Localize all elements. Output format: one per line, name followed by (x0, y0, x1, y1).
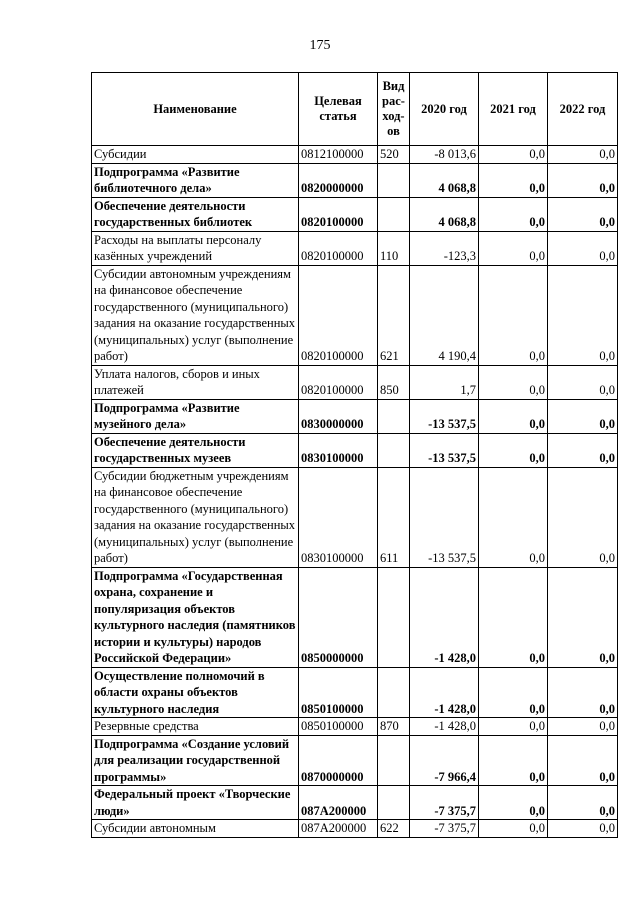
table-row (92, 820, 618, 838)
row-expense-type (378, 567, 410, 667)
row-value-2021: 0,0 (479, 433, 548, 467)
row-value-2020: 4 068,8 (410, 197, 479, 231)
row-value-2021: 0,0 (479, 467, 548, 567)
row-value-2020: -1 428,0 (410, 567, 479, 667)
row-value-2020: 1,7 (410, 365, 479, 399)
row-target-code: 087A200000 (299, 820, 378, 838)
row-value-2020: -7 375,7 (410, 786, 479, 820)
row-value-2022: 0,0 (548, 667, 618, 718)
row-value-2022: 0,0 (548, 786, 618, 820)
row-expense-type (378, 786, 410, 820)
row-value-2022: 0,0 (548, 467, 618, 567)
row-value-2022: 0,0 (548, 399, 618, 433)
row-name: Подпрограмма «Развитие библиотечного дела» (92, 163, 299, 197)
row-value-2021: 0,0 (479, 365, 548, 399)
table-row (92, 265, 618, 365)
row-value-2022: 0,0 (548, 433, 618, 467)
row-name: Субсидии автономным (92, 820, 299, 838)
budget-table (91, 72, 618, 838)
table-row (92, 667, 618, 718)
table-row (92, 735, 618, 786)
table-row (92, 197, 618, 231)
row-target-code: 0830100000 (299, 467, 378, 567)
row-name: Подпрограмма «Создание условий для реализации государственной программы» (92, 735, 299, 786)
row-target-code: 0820100000 (299, 365, 378, 399)
row-expense-type: 621 (378, 265, 410, 365)
table-row (92, 399, 618, 433)
row-expense-type (378, 399, 410, 433)
row-target-code: 0830100000 (299, 433, 378, 467)
row-value-2022: 0,0 (548, 146, 618, 164)
row-value-2022: 0,0 (548, 718, 618, 736)
row-value-2020: 4 190,4 (410, 265, 479, 365)
row-expense-type (378, 197, 410, 231)
column-header-2022: 2022 год (548, 73, 618, 146)
row-value-2020: 4 068,8 (410, 163, 479, 197)
row-value-2020: -7 966,4 (410, 735, 479, 786)
row-target-code: 0812100000 (299, 146, 378, 164)
row-target-code: 087A200000 (299, 786, 378, 820)
row-value-2020: -1 428,0 (410, 718, 479, 736)
row-target-code: 0850000000 (299, 567, 378, 667)
row-name: Субсидии (92, 146, 299, 164)
row-expense-type (378, 433, 410, 467)
row-value-2021: 0,0 (479, 265, 548, 365)
row-value-2022: 0,0 (548, 735, 618, 786)
row-value-2022: 0,0 (548, 197, 618, 231)
row-value-2022: 0,0 (548, 567, 618, 667)
row-value-2021: 0,0 (479, 146, 548, 164)
row-expense-type: 870 (378, 718, 410, 736)
row-expense-type: 520 (378, 146, 410, 164)
row-name: Обеспечение деятельности государственных библиотек (92, 197, 299, 231)
row-expense-type: 110 (378, 231, 410, 265)
row-expense-type: 622 (378, 820, 410, 838)
row-target-code: 0820100000 (299, 197, 378, 231)
row-target-code: 0850100000 (299, 667, 378, 718)
row-name: Уплата налогов, сборов и иных платежей (92, 365, 299, 399)
row-expense-type: 611 (378, 467, 410, 567)
row-value-2022: 0,0 (548, 265, 618, 365)
row-target-code: 0820100000 (299, 265, 378, 365)
row-value-2021: 0,0 (479, 231, 548, 265)
row-value-2021: 0,0 (479, 718, 548, 736)
row-target-code: 0870000000 (299, 735, 378, 786)
row-name: Субсидии бюджетным учреждениям на финансовое обеспечение государственного (муниципального) задания на оказание государственных (муниципальных) услуг (выполнение работ) (92, 467, 299, 567)
row-target-code: 0830000000 (299, 399, 378, 433)
table-row (92, 433, 618, 467)
column-header-2021: 2021 год (479, 73, 548, 146)
table-row (92, 163, 618, 197)
table-row (92, 467, 618, 567)
table-row (92, 231, 618, 265)
table-row (92, 567, 618, 667)
column-header-name: Наименование (92, 73, 299, 146)
row-name: Федеральный проект «Творческие люди» (92, 786, 299, 820)
row-value-2021: 0,0 (479, 667, 548, 718)
row-name: Расходы на выплаты персоналу казённых учреждений (92, 231, 299, 265)
row-name: Осуществление полномочий в области охраны объектов культурного наследия (92, 667, 299, 718)
row-value-2020: -13 537,5 (410, 467, 479, 567)
row-value-2021: 0,0 (479, 735, 548, 786)
table-header-row (92, 73, 618, 146)
column-header-target: Целевая статья (299, 73, 378, 146)
row-value-2021: 0,0 (479, 786, 548, 820)
row-value-2021: 0,0 (479, 820, 548, 838)
row-name: Резервные средства (92, 718, 299, 736)
row-value-2022: 0,0 (548, 820, 618, 838)
row-value-2022: 0,0 (548, 365, 618, 399)
column-header-2020: 2020 год (410, 73, 479, 146)
row-value-2020: -123,3 (410, 231, 479, 265)
row-value-2020: -7 375,7 (410, 820, 479, 838)
page-number: 175 (309, 38, 331, 53)
row-target-code: 0850100000 (299, 718, 378, 736)
row-value-2021: 0,0 (479, 197, 548, 231)
row-value-2020: -13 537,5 (410, 433, 479, 467)
row-expense-type: 850 (378, 365, 410, 399)
column-header-vid: Вид рас-ход-ов (378, 73, 410, 146)
table-row (92, 146, 618, 164)
row-name: Субсидии автономным учреждениям на финансовое обеспечение государственного (муниципального) задания на оказание государственных (муниципальных) услуг (выполнение работ) (92, 265, 299, 365)
row-name: Подпрограмма «Развитие музейного дела» (92, 399, 299, 433)
row-value-2022: 0,0 (548, 231, 618, 265)
row-value-2022: 0,0 (548, 163, 618, 197)
row-name: Обеспечение деятельности государственных музеев (92, 433, 299, 467)
row-value-2020: -1 428,0 (410, 667, 479, 718)
table-row (92, 718, 618, 736)
row-name: Подпрограмма «Государственная охрана, сохранение и популяризация объектов культурного наследия (памятников истории и культуры) народов Российской Федерации» (92, 567, 299, 667)
table-body (92, 146, 618, 838)
row-value-2020: -13 537,5 (410, 399, 479, 433)
row-value-2021: 0,0 (479, 567, 548, 667)
row-target-code: 0820100000 (299, 231, 378, 265)
table-row (92, 786, 618, 820)
row-value-2020: -8 013,6 (410, 146, 479, 164)
row-expense-type (378, 667, 410, 718)
row-expense-type (378, 163, 410, 197)
row-target-code: 0820000000 (299, 163, 378, 197)
row-value-2021: 0,0 (479, 163, 548, 197)
table-row (92, 365, 618, 399)
row-value-2021: 0,0 (479, 399, 548, 433)
row-expense-type (378, 735, 410, 786)
